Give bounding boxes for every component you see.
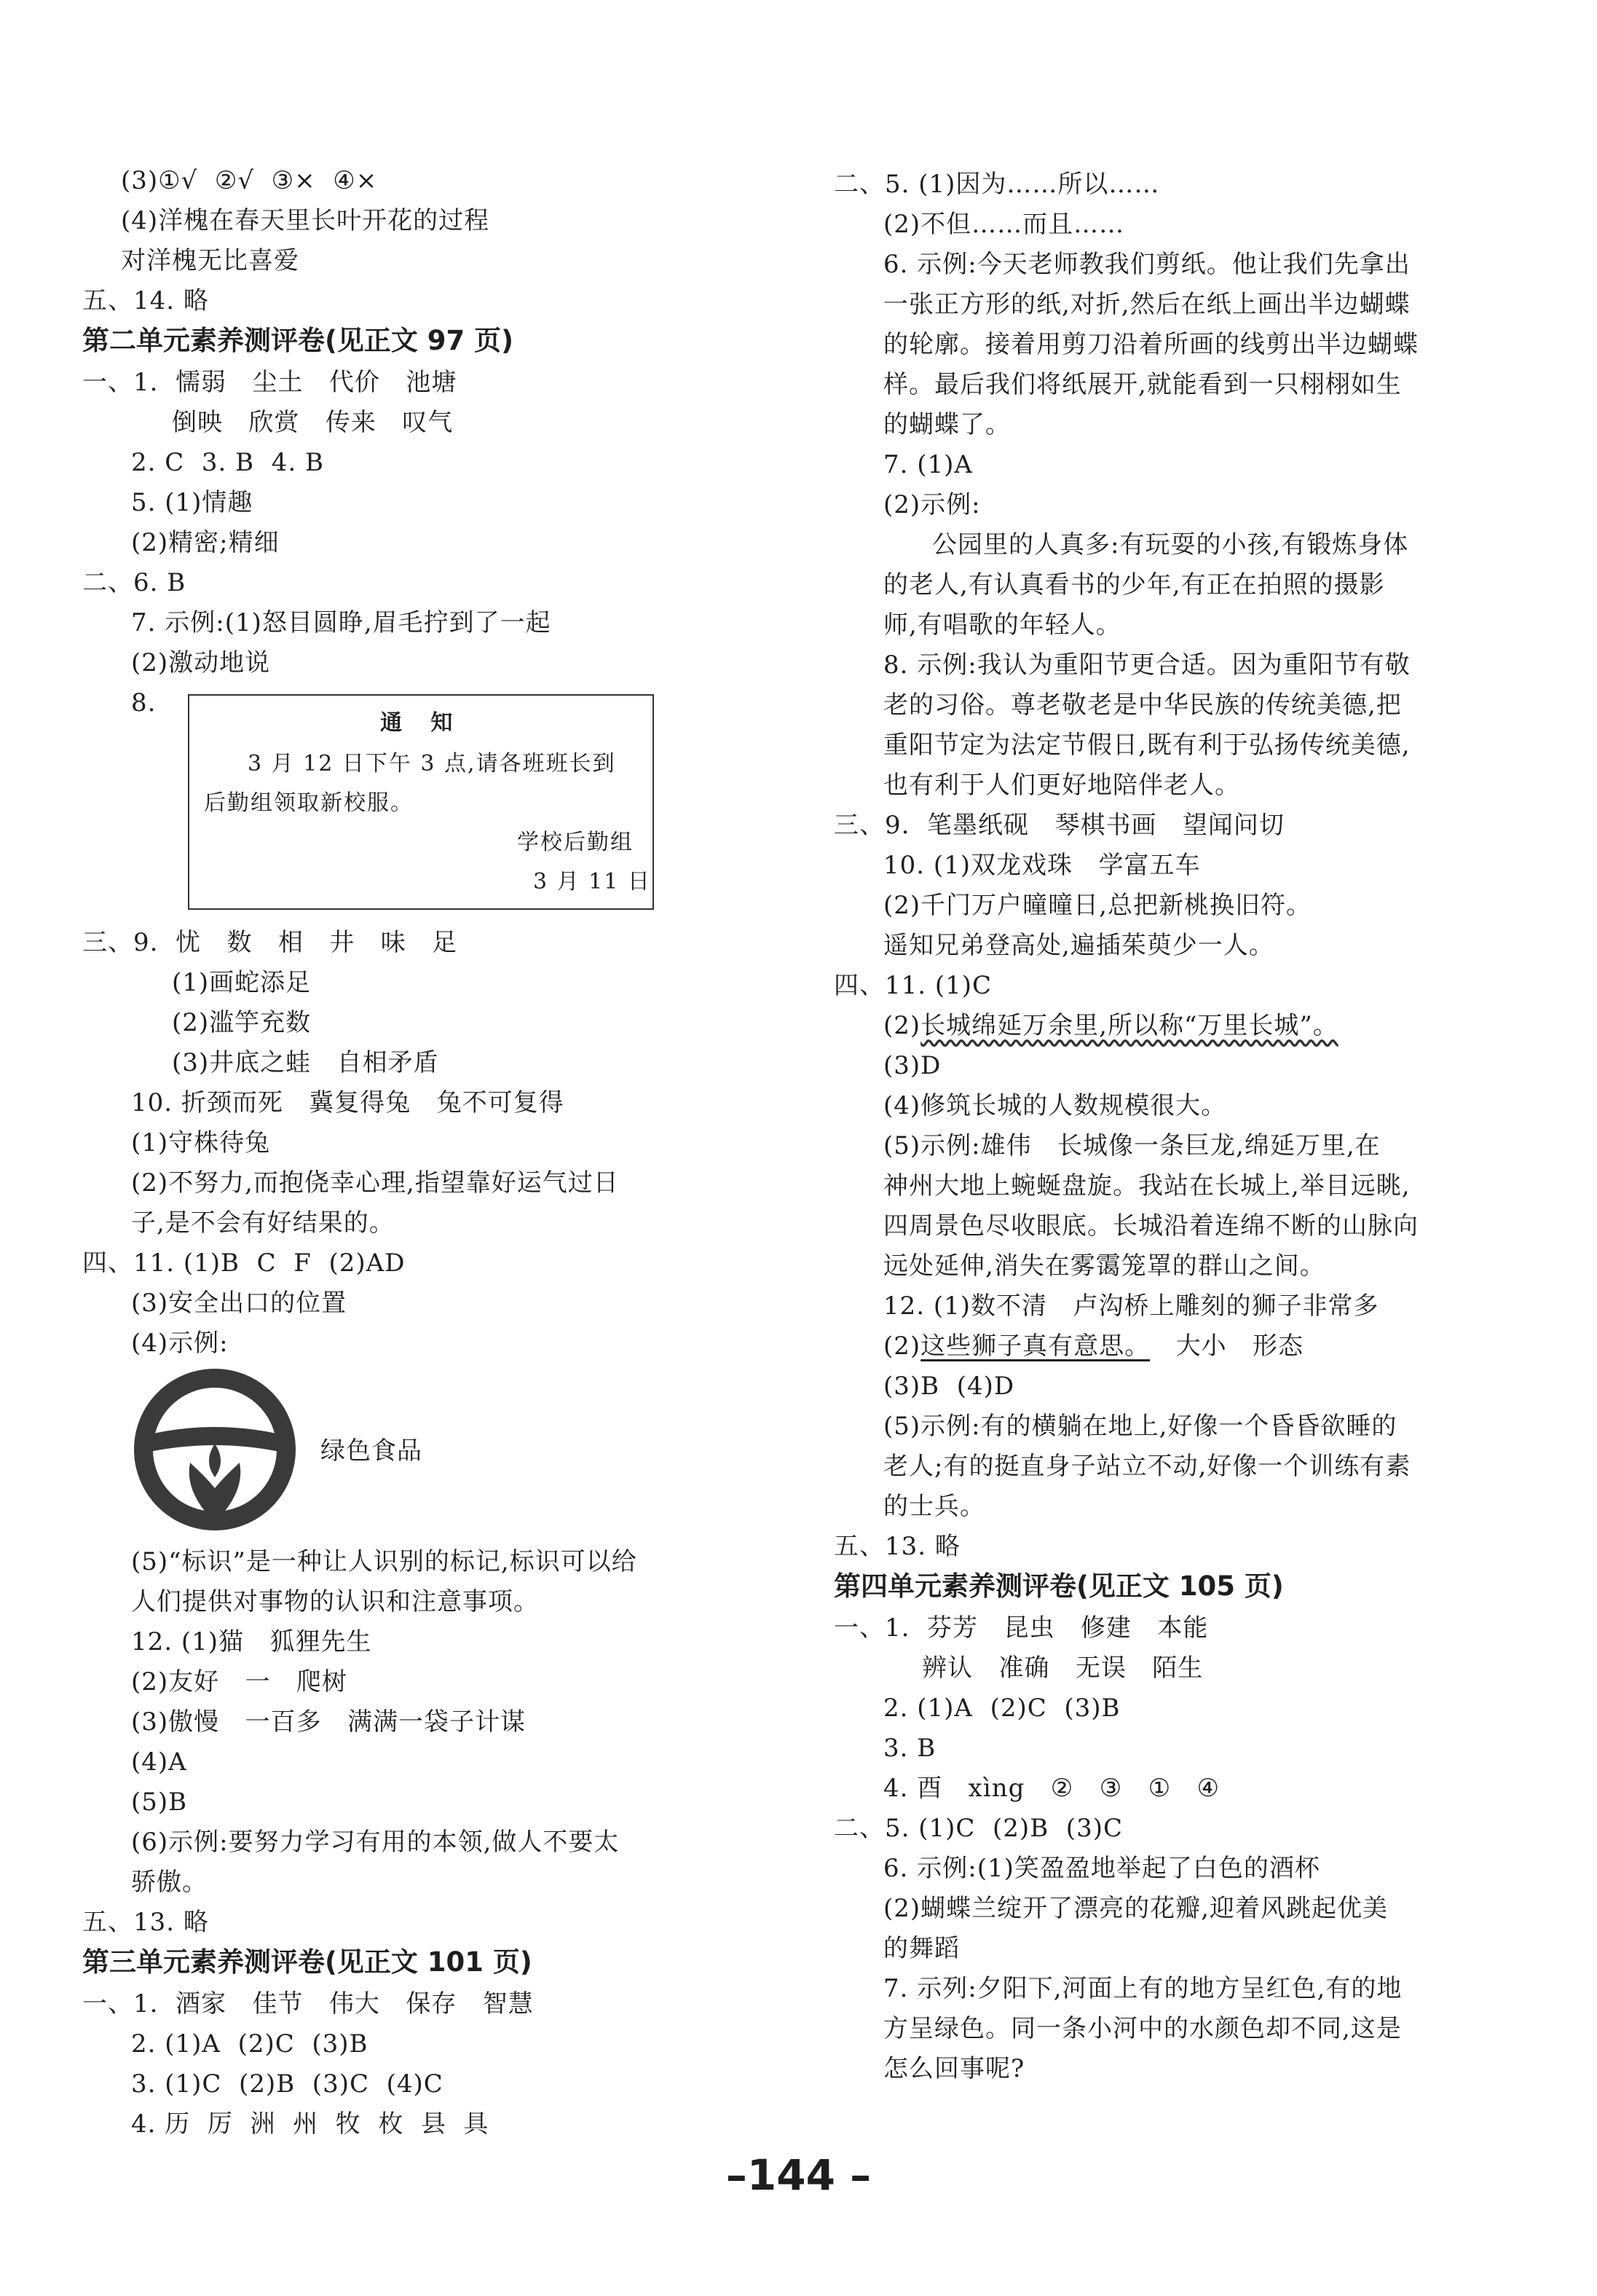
text-line: 也有利于人们更好地陪伴老人。 [883, 771, 1240, 800]
text-line: 8. [131, 688, 157, 718]
text-line: (2)滥竽充数 [172, 1008, 312, 1037]
section-heading: 第四单元素养测评卷(见正文 105 页) [834, 1570, 1284, 1602]
text-line: 2. (1)A (2)C (3)B [131, 2029, 368, 2059]
text-line: 5. (1)情趣 [131, 488, 253, 517]
text-line: 三、9. 笔墨纸砚 琴棋书画 望闻问切 [834, 811, 1285, 840]
text-line: (2)千门万户曈曈日,总把新桃换旧符。 [883, 891, 1312, 920]
page-number: –144 – [725, 2150, 872, 2200]
text-line: 一张正方形的纸,对折,然后在纸上画出半边蝴蝶 [883, 290, 1411, 319]
text-line: 二、5. (1)因为……所以…… [834, 170, 1160, 199]
text-line: (2)蝴蝶兰绽开了漂亮的花瓣,迎着风跳起优美 [883, 1894, 1388, 1923]
text-line: (4)示例: [131, 1329, 229, 1358]
green-food-logo-icon [133, 1368, 297, 1532]
logo-label: 绿色食品 [320, 1436, 422, 1466]
text-line: 三、9. 忧 数 相 井 味 足 [82, 928, 458, 957]
text-line: 倒映 欣赏 传来 叹气 [172, 408, 454, 437]
notice-date: 3 月 11 日 [533, 869, 651, 895]
text-line: (4)A [131, 1747, 187, 1777]
text-line: 辨认 准确 无误 陌生 [922, 1654, 1204, 1683]
text-line: (5)示例:有的横躺在地上,好像一个昏昏欲睡的 [883, 1412, 1397, 1441]
notice-title: 通 知 [380, 710, 454, 736]
text-line: 远处延伸,消失在雾霭笼罩的群山之间。 [883, 1251, 1325, 1281]
text-line: (1)守株待兔 [131, 1128, 271, 1157]
text-line: 6. 示例:(1)笑盈盈地举起了白色的酒杯 [883, 1854, 1320, 1883]
text-line: 方呈绿色。同一条小河中的水颜色却不同,这是 [883, 2014, 1402, 2043]
text-line: 神州大地上蜿蜒盘旋。我站在长城上,举目远眺, [883, 1171, 1411, 1200]
text-line: (3)B (4)D [883, 1372, 1015, 1401]
text-line: 7. 示列:夕阳下,河面上有的地方呈红色,有的地 [883, 1974, 1403, 2003]
text-line: 二、5. (1)C (2)B (3)C [834, 1814, 1123, 1843]
text-line: 2. C 3. B 4. B [131, 448, 324, 477]
text-line: 师,有唱歌的年轻人。 [883, 610, 1121, 640]
text-line: 的舞蹈 [883, 1934, 960, 1963]
text-line: (4)洋槐在春天里长叶开花的过程 [121, 206, 490, 235]
text-line: (2)友好 一 爬树 [131, 1667, 348, 1697]
text-line: 四周景色尽收眼底。长城沿着连绵不断的山脉向 [883, 1211, 1419, 1241]
text-line: 五、14. 略 [82, 286, 209, 315]
text-line: (3)井底之蛙 自相矛盾 [172, 1048, 439, 1077]
text-line: 的轮廓。接着用剪刀沿着所画的线剪出半边蝴蝶 [883, 330, 1419, 359]
text-line: 骄傲。 [131, 1868, 208, 1897]
text-line: 五、13. 略 [834, 1532, 961, 1561]
text-prefix: (2) [883, 1011, 921, 1040]
text-line: 6. 示例:今天老师教我们剪纸。他让我们先拿出 [883, 250, 1411, 279]
text-line: 老人;有的挺直身子站立不动,好像一个训练有素 [883, 1452, 1411, 1481]
text-line: 12. (1)数不清 卢沟桥上雕刻的狮子非常多 [883, 1292, 1379, 1321]
text-line: (2)不努力,而抱侥幸心理,指望靠好运气过日 [131, 1168, 619, 1198]
text-line: 老的习俗。尊老敬老是中华民族的传统美德,把 [883, 691, 1402, 720]
text-line: 四、11. (1)C [834, 971, 993, 1000]
text-line: (6)示例:要努力学习有用的本领,做人不要太 [131, 1828, 620, 1857]
text-line: 遥知兄弟登高处,遍插茱萸少一人。 [883, 931, 1274, 960]
text-line [883, 1332, 1304, 1361]
text-line: 重阳节定为法定节假日,既有利于弘扬传统美德, [883, 731, 1411, 760]
text-line: (3)①√ ②√ ③× ④× [121, 166, 378, 195]
text-line: (5)“标识”是一种让人识别的标记,标识可以给 [131, 1547, 637, 1576]
text-line: 一、1. 芬芳 昆虫 修建 本能 [834, 1613, 1209, 1643]
text-line: (5)示例:雄伟 长城像一条巨龙,绵延万里,在 [883, 1131, 1381, 1160]
text-line: 4. 酉 xìng ② ③ ① ④ [883, 1774, 1220, 1803]
section-heading: 第二单元素养测评卷(见正文 97 页) [82, 325, 514, 356]
text-line: 10. (1)双龙戏珠 学富五车 [883, 851, 1201, 880]
text-line: 五、13. 略 [82, 1908, 209, 1937]
text-line: 一、1. 酒家 佳节 伟大 保存 智慧 [82, 1989, 534, 2018]
text-line: 7. 示例:(1)怒目圆睁,眉毛拧到了一起 [131, 608, 551, 637]
notice-body: 3 月 12 日下午 3 点,请各班班长到 [248, 751, 616, 777]
wavy-underlined-text: 长城绵延万余里,所以称“万里长城”。 [920, 1011, 1338, 1040]
text-line: 8. 示例:我认为重阳节更合适。因为重阳节有敬 [883, 650, 1411, 680]
notice-signature: 学校后勤组 [517, 830, 634, 855]
text-line: (2)精密;精细 [131, 528, 280, 557]
text-line [883, 1011, 1338, 1040]
text-line: 一、1. 懦弱 尘土 代价 池塘 [82, 368, 457, 397]
text-line: 4. 历 厉 洲 州 牧 枚 县 具 [131, 2110, 489, 2139]
notice-body: 后勤组领取新校服。 [204, 790, 414, 816]
text-line: 怎么回事呢? [883, 2054, 1025, 2083]
text-line: (3)傲慢 一百多 满满一袋子计谋 [131, 1707, 527, 1737]
text-suffix: 大小 形态 [1150, 1332, 1304, 1361]
text-prefix: (2) [883, 1332, 921, 1361]
text-line: (5)B [131, 1788, 188, 1817]
underlined-text: 这些狮子真有意思。 [920, 1332, 1151, 1361]
text-line: 3. (1)C (2)B (3)C (4)C [131, 2069, 443, 2099]
text-line: 子,是不会有好结果的。 [131, 1208, 395, 1238]
text-line: 对洋槐无比喜爱 [121, 246, 299, 275]
text-line: (2)激动地说 [131, 648, 271, 677]
text-line: (1)画蛇添足 [172, 968, 312, 997]
text-line: 3. B [883, 1734, 936, 1763]
text-line: (3)安全出口的位置 [131, 1289, 347, 1318]
text-line: 12. (1)猫 狐狸先生 [131, 1627, 372, 1656]
text-line: 2. (1)A (2)C (3)B [883, 1694, 1121, 1723]
text-line: 样。最后我们将纸展开,就能看到一只栩栩如生 [883, 370, 1402, 399]
text-line: (3)D [883, 1051, 942, 1080]
text-line: 的士兵。 [883, 1492, 985, 1521]
notice-box [188, 694, 654, 910]
text-line: 7. (1)A [883, 450, 973, 479]
text-line: (4)修筑长城的人数规模很大。 [883, 1091, 1227, 1120]
text-line: 四、11. (1)B C F (2)AD [82, 1249, 406, 1278]
text-line: 的老人,有认真看书的少年,有正在拍照的摄影 [883, 570, 1385, 599]
text-line: 人们提供对事物的认识和注意事项。 [131, 1587, 539, 1616]
text-line: 的蝴蝶了。 [883, 410, 1011, 439]
text-line: (2)不但……而且…… [883, 210, 1125, 239]
text-line: 公园里的人真多:有玩耍的小孩,有锻炼身体 [932, 530, 1409, 559]
section-heading: 第三单元素养测评卷(见正文 101 页) [82, 1946, 532, 1978]
text-line: 10. 折颈而死 冀复得兔 兔不可复得 [131, 1088, 564, 1117]
text-line: (2)示例: [883, 490, 981, 519]
text-line: 二、6. B [82, 568, 186, 597]
